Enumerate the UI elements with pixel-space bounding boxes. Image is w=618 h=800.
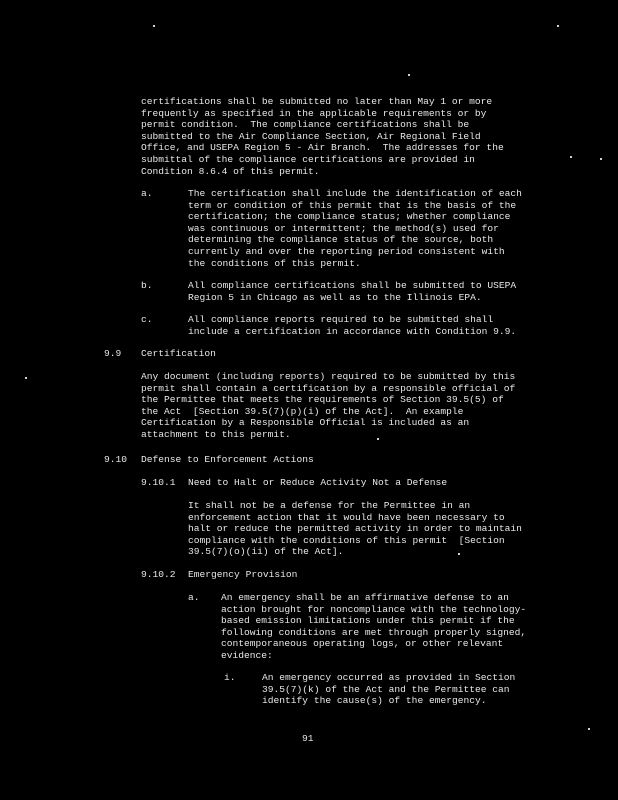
text-line: permit condition. The compliance certifications shall be — [141, 119, 470, 131]
text-line: submittal of the compliance certifications are provided in — [141, 153, 475, 165]
section-title: Defense to Enforcement Actions — [141, 454, 314, 465]
section-9-9-text — [141, 371, 515, 441]
item-label: a. — [188, 592, 200, 603]
scan-speck — [408, 74, 410, 76]
section-number: 9.9 — [104, 348, 122, 359]
text-line: certifications shall be submitted no later than May 1 or more — [141, 96, 493, 107]
intro-paragraph — [141, 96, 504, 177]
text-line: the Permittee that meets the requirements of Section 39.5(5) of — [141, 394, 504, 406]
text-line: certification; the compliance status; whether compliance — [188, 211, 511, 223]
text-line: include a certification in accordance with Condition 9.9. — [188, 325, 517, 337]
text-line: An emergency occurred as provided in Section — [262, 672, 516, 683]
item-label: c. — [141, 314, 153, 325]
text-line: action brought for noncompliance with the technology- — [221, 603, 527, 615]
text-line: following conditions are met through properly signed, — [221, 626, 527, 638]
item-label: b. — [141, 280, 153, 291]
text-line: An emergency shall be an affirmative defense to an — [221, 592, 509, 603]
text-line: halt or reduce the permitted activity in order to maintain — [188, 523, 522, 535]
text-line: The certification shall include the identification of each — [188, 188, 522, 199]
subsection-title: Need to Halt or Reduce Activity Not a Defense — [188, 477, 448, 488]
item-a-text — [188, 188, 522, 269]
subsection-number: 9.10.2 — [141, 569, 176, 580]
scan-speck — [570, 156, 572, 158]
text-line: It shall not be a defense for the Permittee in an — [188, 500, 471, 511]
text-line: based emission limitations under this permit if the — [221, 615, 515, 627]
text-line: evidence: — [221, 649, 273, 661]
text-line: the conditions of this permit. — [188, 257, 361, 269]
emergency-item-i-text — [262, 672, 515, 707]
text-line: currently and over the reporting period consistent with — [188, 245, 505, 257]
text-line: was continuous or intermittent; the method(s) used for — [188, 222, 499, 234]
text-line: identify the cause(s) of the emergency. — [262, 695, 487, 707]
scan-speck — [588, 728, 590, 730]
item-label: a. — [141, 188, 153, 199]
item-label: i. — [224, 672, 236, 683]
text-line: Office, and USEPA Region 5 - Air Branch. The addresses for the — [141, 142, 504, 154]
text-line: All compliance certifications shall be submitted to USEPA — [188, 280, 517, 291]
section-title: Certification — [141, 348, 216, 359]
text-line: compliance with the conditions of this permit [Section — [188, 534, 505, 546]
text-line: the Act [Section 39.5(7)(p)(i) of the Act]. An example — [141, 405, 464, 417]
section-number: 9.10 — [104, 454, 128, 465]
scan-speck — [600, 158, 602, 160]
scan-speck — [557, 25, 559, 27]
text-line: Condition 8.6.4 of this permit. — [141, 165, 320, 177]
item-c-text — [188, 314, 516, 337]
text-line: frequently as specified in the applicable requirements or by — [141, 107, 487, 119]
text-line: submitted to the Air Compliance Section, Air Regional Field — [141, 130, 481, 142]
text-line: Region 5 in Chicago as well as to the Illinois EPA. — [188, 291, 482, 303]
text-line: Any document (including reports) required to be submitted by this — [141, 371, 516, 382]
text-line: permit shall contain a certification by a responsible official of — [141, 382, 516, 394]
text-line: 39.5(7)(o)(ii) of the Act]. — [188, 546, 344, 558]
text-line: determining the compliance status of the source, both — [188, 234, 494, 246]
subsection-title: Emergency Provision — [188, 569, 298, 580]
subsection-9-10-1-text — [188, 500, 522, 558]
subsection-number: 9.10.1 — [141, 477, 176, 488]
text-line: 39.5(7)(k) of the Act and the Permittee can — [262, 683, 510, 695]
text-line: term or condition of this permit that is the basis of the — [188, 199, 517, 211]
text-line: attachment to this permit. — [141, 428, 291, 440]
text-line: enforcement action that it would have been necessary to — [188, 511, 505, 523]
text-line: contemporaneous operating logs, or other relevant — [221, 638, 504, 650]
page-number: 91 — [302, 733, 314, 744]
scan-speck — [25, 377, 27, 379]
text-line: All compliance reports required to be submitted shall — [188, 314, 494, 325]
scan-speck — [153, 25, 155, 27]
item-b-text — [188, 280, 516, 303]
text-line: Certification by a Responsible Official is included as an — [141, 417, 470, 429]
emergency-item-a-text — [221, 592, 526, 662]
